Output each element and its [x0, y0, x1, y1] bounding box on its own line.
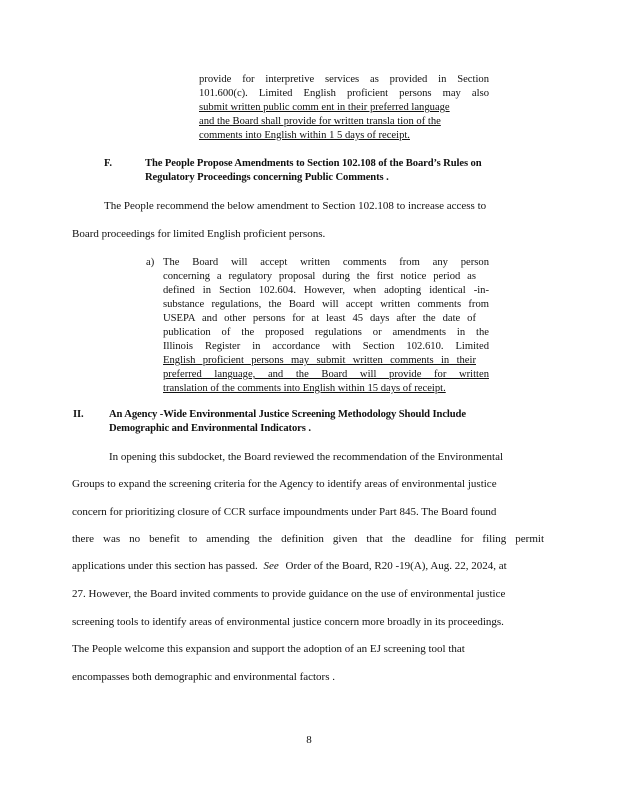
- paragraph-line: encompasses both demographic and environmental factors .: [72, 671, 336, 683]
- amendment-line-inserted: English proficient persons may submit written comments in their: [163, 355, 476, 366]
- paragraph-line: In opening this subdocket, the Board reviewed the recommendation of the Environmental: [109, 451, 504, 463]
- amendment-line-inserted: preferred language, and the Board will provide for written: [163, 369, 489, 380]
- paragraph-line: The People recommend the below amendment to Section 102.108 to increase access to: [104, 200, 487, 212]
- list-marker: a): [146, 257, 155, 268]
- citation-order: Order of the Board, R20 -19(A), Aug. 22, 2024, at: [285, 560, 507, 572]
- quote-line: provide for interpretive services as provided in Section: [199, 74, 489, 85]
- citation-see: See: [263, 560, 279, 572]
- paragraph-line: 27. However, the Board invited comments to provide guidance on the use of environmental justice: [72, 588, 506, 600]
- heading-line: Demographic and Environmental Indicators .: [109, 423, 311, 434]
- quote-line-inserted: and the Board shall provide for written transla tion of the: [199, 116, 441, 127]
- citation-lead: applications under this section has passed.: [72, 560, 258, 572]
- paragraph-line: screening tools to identify areas of environmental justice concern more broadly in its proceedings.: [72, 616, 504, 628]
- amendment-line-inserted: translation of the comments into English within 15 days of receipt.: [163, 383, 446, 394]
- paragraph-line: there was no benefit to amending the definition given that the deadline for filing permit: [72, 533, 544, 545]
- amendment-line: substance regulations, the Board will accept written comments from: [163, 299, 489, 310]
- quote-line-inserted: submit written public comm ent in their preferred language: [199, 102, 450, 113]
- paragraph-line: The People welcome this expansion and support the adoption of an EJ screening tool that: [72, 643, 465, 655]
- paragraph-line: Board proceedings for limited English proficient persons.: [72, 228, 326, 240]
- page-number: 8: [306, 734, 312, 746]
- amendment-line: USEPA and other persons for at least 45 days after the date of: [163, 313, 476, 324]
- paragraph-line: Groups to expand the screening criteria for the Agency to identify areas of environmental justice: [72, 478, 497, 490]
- amendment-line: defined in Section 102.604. However, when adopting identical -in-: [163, 285, 489, 296]
- section-marker: II.: [73, 409, 84, 420]
- paragraph-line: concern for prioritizing closure of CCR surface impoundments under Part 845. The Board found: [72, 506, 497, 518]
- heading-line: The People Propose Amendments to Section 102.108 of the Board’s Rules on: [145, 158, 482, 169]
- heading-line: Regulatory Proceedings concerning Public Comments .: [145, 172, 389, 183]
- amendment-line: Illinois Register in accordance with Section 102.610. Limited: [163, 341, 489, 352]
- quote-line: 101.600(c). Limited English proficient persons may also: [199, 88, 489, 99]
- heading-line: An Agency -Wide Environmental Justice Screening Methodology Should Include: [109, 409, 466, 420]
- paragraph-line-with-citation: [72, 559, 507, 573]
- section-marker: F.: [104, 158, 112, 169]
- amendment-line: The Board will accept written comments from any person: [163, 257, 489, 268]
- quote-line-inserted: comments into English within 1 5 days of receipt.: [199, 130, 410, 141]
- amendment-line: concerning a regulatory proposal during the first notice period as: [163, 271, 476, 282]
- amendment-line: publication of the proposed regulations or amendments in the: [163, 327, 489, 338]
